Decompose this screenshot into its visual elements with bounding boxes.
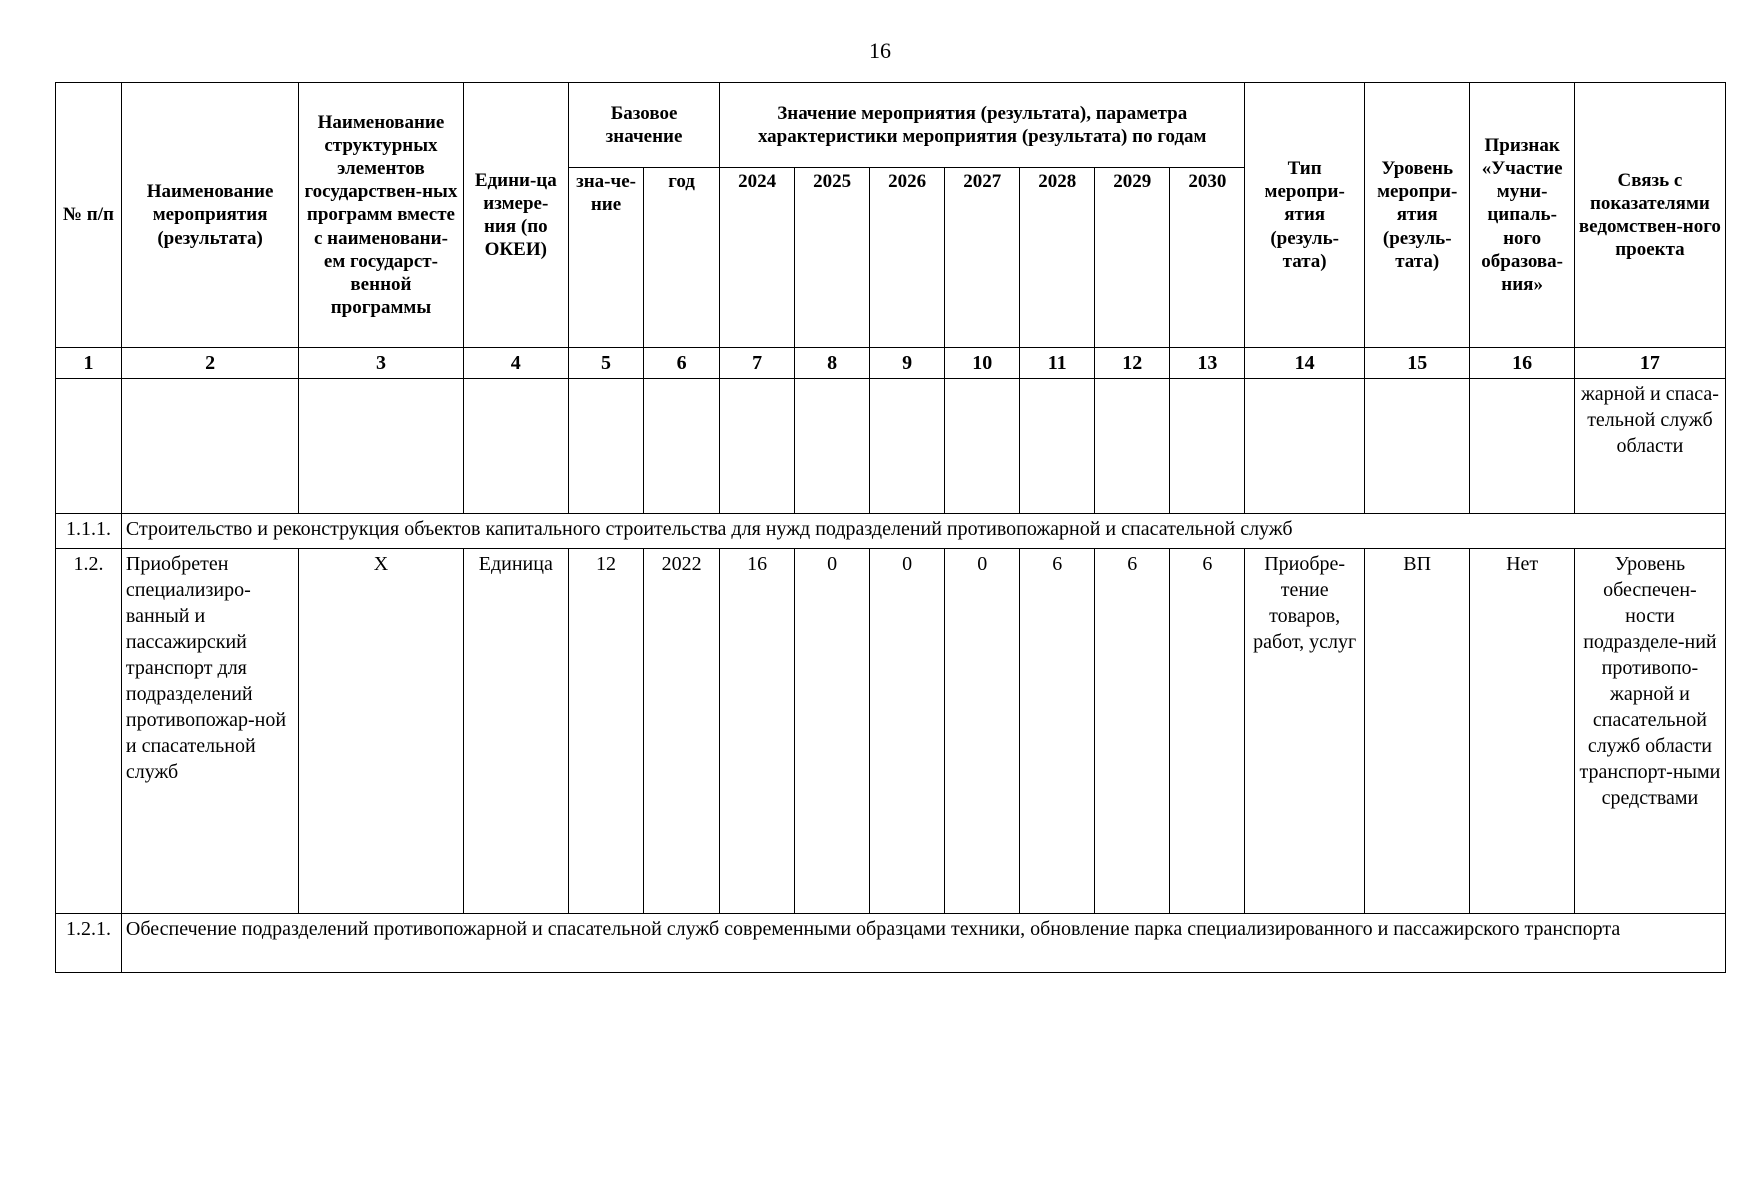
column-number: 8 <box>795 348 870 379</box>
header-year-2029: 2029 <box>1095 168 1170 348</box>
column-number: 17 <box>1574 348 1725 379</box>
continuation-project-link: жарной и спаса-тельной служб области <box>1574 379 1725 514</box>
header-year-2030: 2030 <box>1170 168 1245 348</box>
header-unit: Едини-ца измере-ния (по ОКЕИ) <box>463 83 568 348</box>
header-base-value: зна-че-ние <box>569 168 644 348</box>
table-row-continuation <box>56 379 1726 514</box>
row-number: 1.2. <box>56 549 122 914</box>
header-structural-elements: Наименование структурных элементов государствен-ных программ вместе с наименовани-ем государст-венной программы <box>299 83 463 348</box>
column-number: 7 <box>720 348 795 379</box>
column-number: 2 <box>121 348 298 379</box>
empty-cell <box>299 379 463 514</box>
measure-type: Приобре-тение товаров, работ, услуг <box>1245 549 1365 914</box>
table-row-1-1-1 <box>56 514 1726 549</box>
header-year-2027: 2027 <box>945 168 1020 348</box>
empty-cell <box>644 379 720 514</box>
empty-cell <box>795 379 870 514</box>
value-2026: 0 <box>870 549 945 914</box>
value-2025: 0 <box>795 549 870 914</box>
header-number: № п/п <box>56 83 122 348</box>
empty-cell <box>1470 379 1574 514</box>
value-2030: 6 <box>1170 549 1245 914</box>
header-measure-level: Уровень меропри-ятия (резуль-тата) <box>1364 83 1469 348</box>
value-2028: 6 <box>1020 549 1095 914</box>
empty-cell <box>121 379 298 514</box>
header-year-2024: 2024 <box>720 168 795 348</box>
header-project-link: Связь с показателями ведомствен-ного проекта <box>1574 83 1725 348</box>
header-base-year: год <box>644 168 720 348</box>
page-number: 16 <box>869 38 891 63</box>
header-measure-type: Тип меропри-ятия (резуль-тата) <box>1245 83 1365 348</box>
empty-cell <box>463 379 568 514</box>
structural-element: Х <box>299 549 463 914</box>
column-number: 11 <box>1020 348 1095 379</box>
column-number-row <box>56 348 1726 379</box>
empty-cell <box>1245 379 1365 514</box>
row-number: 1.2.1. <box>56 914 122 973</box>
measure-name: Приобретен специализиро-ванный и пассажирский транспорт для подразделений противопожар-ной и спасательной служб <box>121 549 298 914</box>
measures-table <box>55 82 1726 973</box>
value-2027: 0 <box>945 549 1020 914</box>
empty-cell <box>1095 379 1170 514</box>
header-municipal-participation: Признак «Участие муни-ципаль-ного образова-ния» <box>1470 83 1574 348</box>
column-number: 12 <box>1095 348 1170 379</box>
empty-cell <box>1020 379 1095 514</box>
column-number: 13 <box>1170 348 1245 379</box>
column-number: 6 <box>644 348 720 379</box>
header-year-2025: 2025 <box>795 168 870 348</box>
empty-cell <box>1364 379 1469 514</box>
project-link: Уровень обеспечен-ности подразделе-ний противопо-жарной и спасательной служб области транспорт-ными средствами <box>1574 549 1725 914</box>
value-2024: 16 <box>720 549 795 914</box>
header-years-group: Значение мероприятия (результата), параметра характеристики мероприятия (результата) по годам <box>720 83 1245 168</box>
header-year-2028: 2028 <box>1020 168 1095 348</box>
empty-cell <box>1170 379 1245 514</box>
header-measure-name: Наименование мероприятия (результата) <box>121 83 298 348</box>
empty-cell <box>945 379 1020 514</box>
measure-level: ВП <box>1364 549 1469 914</box>
empty-cell <box>720 379 795 514</box>
header-base-group: Базовое значение <box>569 83 720 168</box>
unit: Единица <box>463 549 568 914</box>
column-number: 5 <box>569 348 644 379</box>
column-number: 15 <box>1364 348 1469 379</box>
base-year: 2022 <box>644 549 720 914</box>
column-number: 3 <box>299 348 463 379</box>
base-value: 12 <box>569 549 644 914</box>
empty-cell <box>870 379 945 514</box>
table-row-1-2 <box>56 549 1726 914</box>
value-2029: 6 <box>1095 549 1170 914</box>
task-description: Обеспечение подразделений противопожарной и спасательной служб современными образцами техники, обновление парка специализированного и пассажирского транспорта <box>121 914 1725 973</box>
empty-cell <box>569 379 644 514</box>
task-description: Строительство и реконструкция объектов капитального строительства для нужд подразделений противопожарной и спасательной служб <box>121 514 1725 549</box>
column-number: 9 <box>870 348 945 379</box>
column-number: 1 <box>56 348 122 379</box>
column-number: 16 <box>1470 348 1574 379</box>
empty-cell <box>56 379 122 514</box>
column-number: 14 <box>1245 348 1365 379</box>
row-number: 1.1.1. <box>56 514 122 549</box>
column-number: 4 <box>463 348 568 379</box>
column-number: 10 <box>945 348 1020 379</box>
municipal-participation: Нет <box>1470 549 1574 914</box>
header-year-2026: 2026 <box>870 168 945 348</box>
table-row-1-2-1 <box>56 914 1726 973</box>
